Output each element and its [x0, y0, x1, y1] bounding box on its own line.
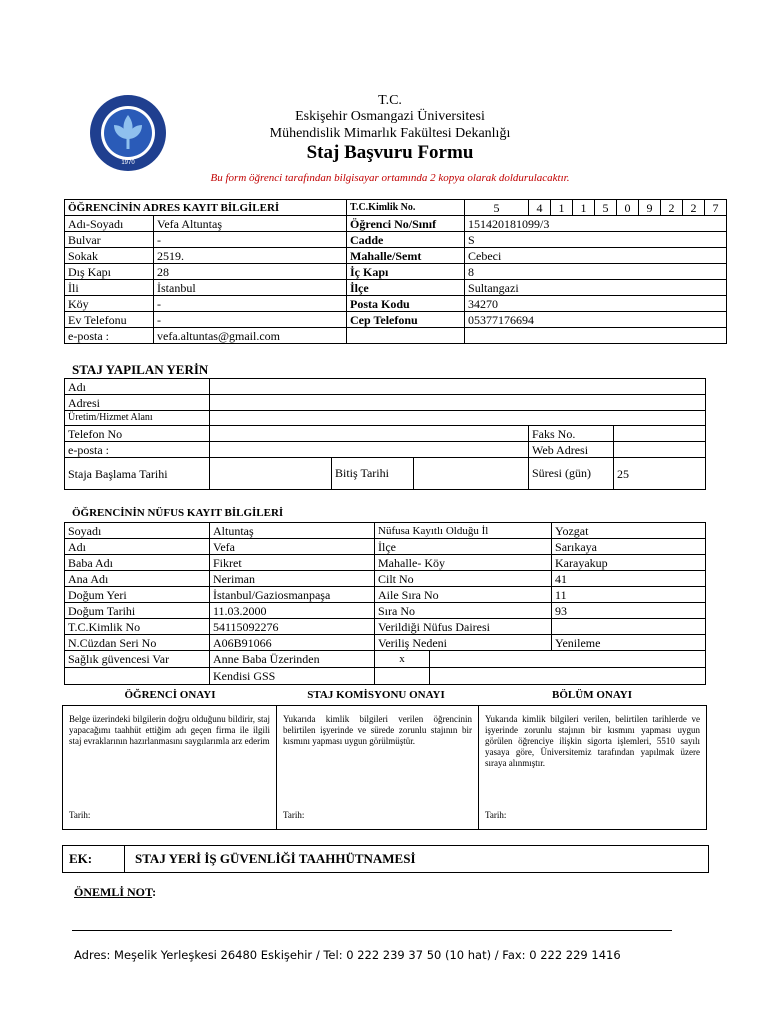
- address-value[interactable]: 2519.: [154, 248, 347, 264]
- address-value[interactable]: 151420181099/3: [465, 216, 727, 232]
- tc-digit[interactable]: 2: [683, 200, 705, 216]
- address-label: [347, 328, 465, 344]
- komisyon-tarih: Tarih:: [283, 810, 305, 820]
- input-web[interactable]: [614, 442, 706, 458]
- registry-value[interactable]: Yozgat: [552, 523, 706, 539]
- address-label: Cep Telefonu: [347, 312, 465, 328]
- address-value[interactable]: 05377176694: [465, 312, 727, 328]
- onemli-not-colon: :: [152, 885, 157, 899]
- address-value[interactable]: -: [154, 296, 347, 312]
- approvals-table: [62, 705, 707, 830]
- empty-cell: [430, 668, 706, 685]
- label-bitis: Bitiş Tarihi: [332, 458, 414, 490]
- registry-label: Nüfusa Kayıtlı Olduğu İl: [375, 523, 552, 539]
- tc-digit[interactable]: 9: [639, 200, 661, 216]
- registry-label: Verildiği Nüfus Dairesi: [375, 619, 552, 635]
- label-uretim: Üretim/Hizmet Alanı: [65, 411, 210, 426]
- bolum-tarih: Tarih:: [485, 810, 507, 820]
- tc-digit[interactable]: 5: [465, 200, 529, 216]
- input-production-area[interactable]: [210, 411, 706, 426]
- registry-value[interactable]: A06B91066: [210, 635, 375, 651]
- ek-text: STAJ YERİ İŞ GÜVENLİĞİ TAAHHÜTNAMESİ: [125, 846, 709, 873]
- registry-label: Adı: [65, 539, 210, 555]
- ogrenci-tarih: Tarih:: [69, 810, 91, 820]
- registry-label: Mahalle- Köy: [375, 555, 552, 571]
- university-logo: [88, 93, 168, 173]
- address-value[interactable]: 34270: [465, 296, 727, 312]
- logo-year: 1970: [121, 160, 135, 166]
- registry-value[interactable]: Vefa: [210, 539, 375, 555]
- input-start-date[interactable]: [210, 458, 332, 490]
- address-value[interactable]: S: [465, 232, 727, 248]
- tc-digit[interactable]: 0: [617, 200, 639, 216]
- address-value[interactable]: -: [154, 312, 347, 328]
- address-label: Bulvar: [65, 232, 154, 248]
- option-gss: Kendisi GSS: [210, 668, 375, 685]
- registry-value[interactable]: Yenileme: [552, 635, 706, 651]
- registry-label: Doğum Tarihi: [65, 603, 210, 619]
- registry-value[interactable]: 11.03.2000: [210, 603, 375, 619]
- header-tc: T.C.: [378, 93, 402, 108]
- address-label: e-posta :: [65, 328, 154, 344]
- ek-table: [62, 845, 709, 873]
- tc-digit[interactable]: 5: [595, 200, 617, 216]
- empty-cell: [430, 651, 706, 668]
- registry-label: İlçe: [375, 539, 552, 555]
- header-university: Eskişehir Osmangazi Üniversitesi: [295, 109, 485, 124]
- internship-table: [64, 378, 706, 490]
- registry-label: Sıra No: [375, 603, 552, 619]
- internship-heading: STAJ YAPILAN YERİN: [72, 362, 209, 377]
- registry-label: Veriliş Nedeni: [375, 635, 552, 651]
- registry-value[interactable]: 54115092276: [210, 619, 375, 635]
- tc-digit[interactable]: 2: [661, 200, 683, 216]
- address-value[interactable]: vefa.altuntas@gmail.com: [154, 328, 347, 344]
- komisyon-onay-box[interactable]: [277, 706, 479, 830]
- input-company-phone[interactable]: [210, 426, 529, 442]
- onemli-not-label: ÖNEMLİ NOT: [74, 885, 153, 899]
- checkbox-gss[interactable]: [375, 668, 430, 685]
- label-web: Web Adresi: [529, 442, 614, 458]
- address-label: Sokak: [65, 248, 154, 264]
- label-adi: Adı: [65, 379, 210, 395]
- form-note: Bu form öğrenci tarafından bilgisayar ortamında 2 kopya olarak doldurulacaktır.: [210, 172, 570, 184]
- registry-value[interactable]: Altuntaş: [210, 523, 375, 539]
- registry-value[interactable]: Sarıkaya: [552, 539, 706, 555]
- address-label: Ev Telefonu: [65, 312, 154, 328]
- registry-label: Cilt No: [375, 571, 552, 587]
- address-label: Cadde: [347, 232, 465, 248]
- label-adresi: Adresi: [65, 395, 210, 411]
- label-suresi: Süresi (gün): [529, 458, 614, 490]
- address-value[interactable]: Sultangazi: [465, 280, 727, 296]
- registry-label: Baba Adı: [65, 555, 210, 571]
- label-faks: Faks No.: [529, 426, 614, 442]
- komisyon-onay-text: Yukarıda kimlik bilgileri verilen öğrencinin belirtilen işyerinde ve sürede zorunlu stajının bir kısmını yapması uygun görülmüştür.: [283, 714, 472, 746]
- label-telefon: Telefon No: [65, 426, 210, 442]
- registry-value[interactable]: İstanbul/Gaziosmanpaşa: [210, 587, 375, 603]
- ogrenci-onay-title: ÖĞRENCİ ONAYI: [124, 689, 216, 701]
- registry-value[interactable]: [552, 619, 706, 635]
- registry-value[interactable]: Neriman: [210, 571, 375, 587]
- address-label: Posta Kodu: [347, 296, 465, 312]
- empty-cell: [65, 668, 210, 685]
- bolum-onay-box[interactable]: [479, 706, 707, 830]
- registry-label: T.C.Kimlik No: [65, 619, 210, 635]
- tc-digit[interactable]: 1: [551, 200, 573, 216]
- ek-label: EK:: [63, 846, 125, 873]
- label-baslama: Staja Başlama Tarihi: [65, 458, 210, 490]
- address-value[interactable]: -: [154, 232, 347, 248]
- ogrenci-onay-text: Belge üzerindeki bilgilerin doğru olduğunu bildirir, staj yapacağımı taahhüt ettiğim adı geçen firma ile ilgili staj evraklarının hazırlanmasını saygılarımla arz ederim: [69, 714, 270, 746]
- ogrenci-onay-box[interactable]: [63, 706, 277, 830]
- page-title: Staj Başvuru Formu: [306, 142, 474, 163]
- checkbox-anne-baba[interactable]: x: [375, 651, 430, 668]
- bolum-onay-title: BÖLÜM ONAYI: [552, 689, 632, 701]
- label-eposta: e-posta :: [65, 442, 210, 458]
- address-value[interactable]: Vefa Altuntaş: [154, 216, 347, 232]
- onemli-not: [74, 885, 156, 900]
- address-value[interactable]: 28: [154, 264, 347, 280]
- input-company-address[interactable]: [210, 395, 706, 411]
- input-duration[interactable]: 25: [614, 458, 706, 490]
- registry-value[interactable]: 93: [552, 603, 706, 619]
- address-heading: ÖĞRENCİNİN ADRES KAYIT BİLGİLERİ: [65, 200, 347, 216]
- address-label: İli: [65, 280, 154, 296]
- registry-label: Aile Sıra No: [375, 587, 552, 603]
- address-label: Köy: [65, 296, 154, 312]
- registry-label: Ana Adı: [65, 571, 210, 587]
- address-value[interactable]: [465, 328, 727, 344]
- registry-value[interactable]: Karayakup: [552, 555, 706, 571]
- input-company-name[interactable]: [210, 379, 706, 395]
- tc-digit[interactable]: 7: [705, 200, 727, 216]
- footer-address: Adres: Meşelik Yerleşkesi 26480 Eskişehir / Tel: 0 222 239 37 50 (10 hat) / Fax: 0 222 229 1416: [74, 948, 621, 962]
- tc-digit[interactable]: 4: [529, 200, 551, 216]
- label-saglik: Sağlık güvencesi Var: [65, 651, 210, 668]
- registry-label: Doğum Yeri: [65, 587, 210, 603]
- registry-table: [64, 522, 706, 685]
- address-value[interactable]: İstanbul: [154, 280, 347, 296]
- address-table: [64, 199, 727, 344]
- divider-line: [72, 930, 672, 931]
- registry-value[interactable]: 41: [552, 571, 706, 587]
- registry-heading: ÖĞRENCİNİN NÜFUS KAYIT BİLGİLERİ: [72, 507, 284, 519]
- input-fax[interactable]: [614, 426, 706, 442]
- tc-digit[interactable]: 1: [573, 200, 595, 216]
- input-end-date[interactable]: [414, 458, 529, 490]
- input-company-email[interactable]: [210, 442, 529, 458]
- option-anne-baba: Anne Baba Üzerinden: [210, 651, 375, 668]
- address-label: Mahalle/Semt: [347, 248, 465, 264]
- komisyon-onay-title: STAJ KOMİSYONU ONAYI: [307, 689, 445, 701]
- address-label: İlçe: [347, 280, 465, 296]
- address-label: Adı-Soyadı: [65, 216, 154, 232]
- registry-label: Soyadı: [65, 523, 210, 539]
- address-label: İç Kapı: [347, 264, 465, 280]
- address-value[interactable]: Cebeci: [465, 248, 727, 264]
- tc-label: T.C.Kimlik No.: [347, 200, 465, 216]
- address-label: Öğrenci No/Sınıf: [347, 216, 465, 232]
- bolum-onay-text: Yukarıda kimlik bilgileri verilen, belirtilen tarihlerde ve işyerinde zorunlu stajının bir kısmını yapması uygun görülen öğrenciye ilişkin sigorta işlemleri, 5510 sayılı yasaya göre, Üniversitemiz tarafından yapılmak üzere sıraya alınmıştır.: [485, 714, 700, 768]
- address-label: Dış Kapı: [65, 264, 154, 280]
- header-faculty: Mühendislik Mimarlık Fakültesi Dekanlığı: [269, 126, 511, 141]
- address-value[interactable]: 8: [465, 264, 727, 280]
- registry-value[interactable]: 11: [552, 587, 706, 603]
- registry-value[interactable]: Fikret: [210, 555, 375, 571]
- registry-label: N.Cüzdan Seri No: [65, 635, 210, 651]
